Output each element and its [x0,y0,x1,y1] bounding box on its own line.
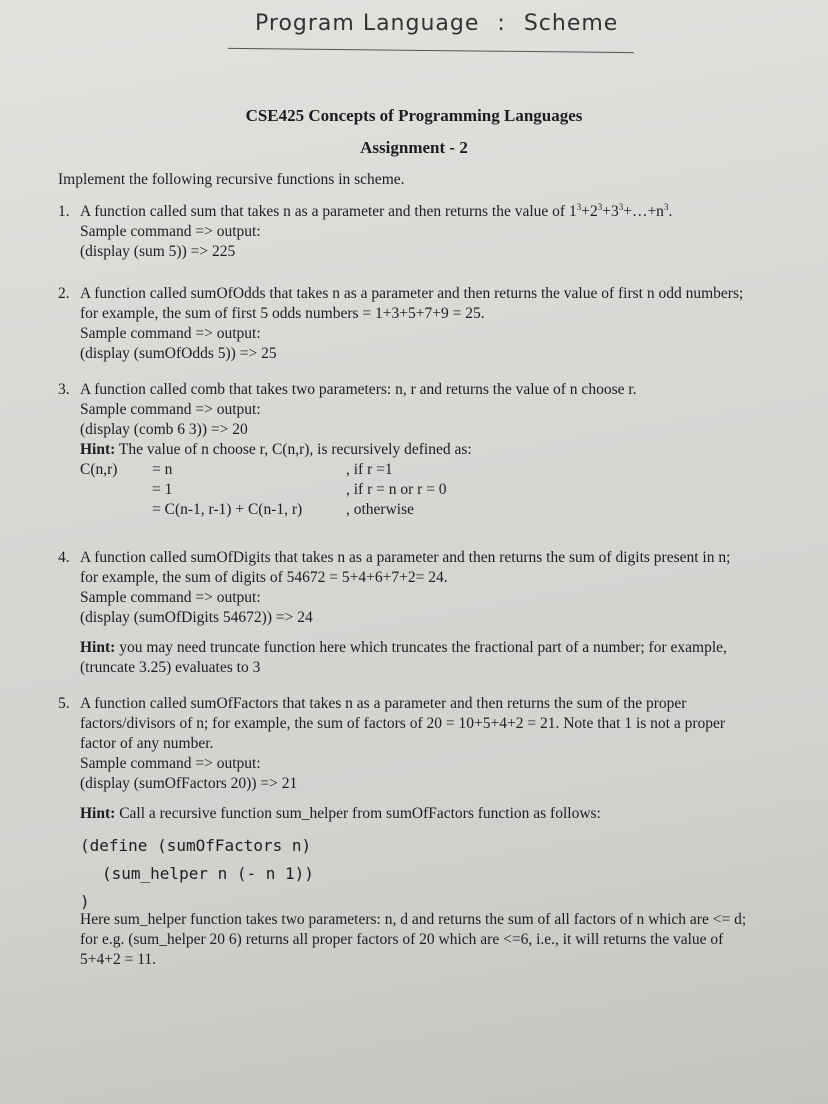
code-line-1: (define (sumOfFactors n) [80,836,312,855]
sample-command: (display (comb 6 3)) => 20 [80,421,248,438]
sample-label: Sample command => output: [80,401,261,418]
intro-text: Implement the following recursive functions in scheme. [58,171,405,188]
explanation: Here sum_helper function takes two parameters: n, d and returns the sum of all factors of n which are <= d; for e.g. (sum_helper 20 6) returns all proper factors of 20 which are <=6, i.e., it will returns the value of 5+4+2 = 11. [80,911,747,968]
hint: Hint: Call a recursive function sum_helper from sumOfFactors function as follows: [80,805,601,822]
sample-command: (display (sumOfFactors 20)) => 21 [80,775,298,792]
sample-command: (display (sumOfDigits 54672)) => 24 [80,609,313,626]
rec-cond-2: , if r = n or r = 0 [346,481,447,498]
question-text: A function called sumOfFactors that takes n as a parameter and then returns the sum of the proper factors/divisors of n; for example, the sum of factors of 20 = 10+5+4+2 = 21. Note that 1 is not a proper factor of any number. [80,695,726,752]
rec-lhs: C(n,r) [80,461,118,478]
assignment-title: Assignment - 2 [360,138,468,157]
code-line-3: ) [80,892,90,911]
handwritten-note [255,11,619,36]
code-block [80,832,748,916]
sample-label: Sample command => output: [80,325,261,342]
hint: Hint: The value of n choose r, C(n,r), is recursively defined as: [80,441,472,458]
recursive-definition [80,460,748,520]
question-number: 3. [58,381,70,398]
code-line-2: (sum_helper n (- n 1)) [102,864,314,883]
handwritten-underline [228,48,634,53]
question-text: A function called comb that takes two parameters: n, r and returns the value of n choose r. [80,381,637,398]
hint: Hint: you may need truncate function here which truncates the fractional part of a number; for example, (truncate 3.25) evaluates to 3 [80,639,727,676]
handwritten-sep: : [497,11,506,36]
sample-label: Sample command => output: [80,223,261,240]
rec-case-2: = 1 [152,481,173,498]
question-number: 4. [58,549,70,566]
sample-label: Sample command => output: [80,755,261,772]
question-number: 1. [58,203,70,220]
rec-cond-1: , if r =1 [346,461,393,478]
question-number: 5. [58,695,70,712]
sample-label: Sample command => output: [80,589,261,606]
course-title: CSE425 Concepts of Programming Languages [245,106,583,125]
question-text: A function called sum that takes n as a parameter and then returns the value of $1^3+2^3+3^3+\dots+n^3$. [80,201,673,220]
handwritten-left: Program Language [255,11,480,36]
sample-command: (display (sum 5)) => 225 [80,243,236,260]
question-text: A function called sumOfOdds that takes n as a parameter and then returns the value of first n odd numbers; for example, the sum of first 5 odds numbers = 1+3+5+7+9 = 25. [80,285,744,322]
question-text: A function called sumOfDigits that takes n as a parameter and then returns the sum of digits present in n; for example, the sum of digits of 54672 = 5+4+6+7+2= 24. [80,549,731,586]
handwritten-right: Scheme [523,11,619,36]
rec-cond-3: , otherwise [346,501,415,518]
rec-case-3: = C(n-1, r-1) + C(n-1, r) [152,501,303,518]
sample-command: (display (sumOfOdds 5)) => 25 [80,345,277,362]
rec-case-1: = n [152,461,173,478]
question-number: 2. [58,285,70,302]
